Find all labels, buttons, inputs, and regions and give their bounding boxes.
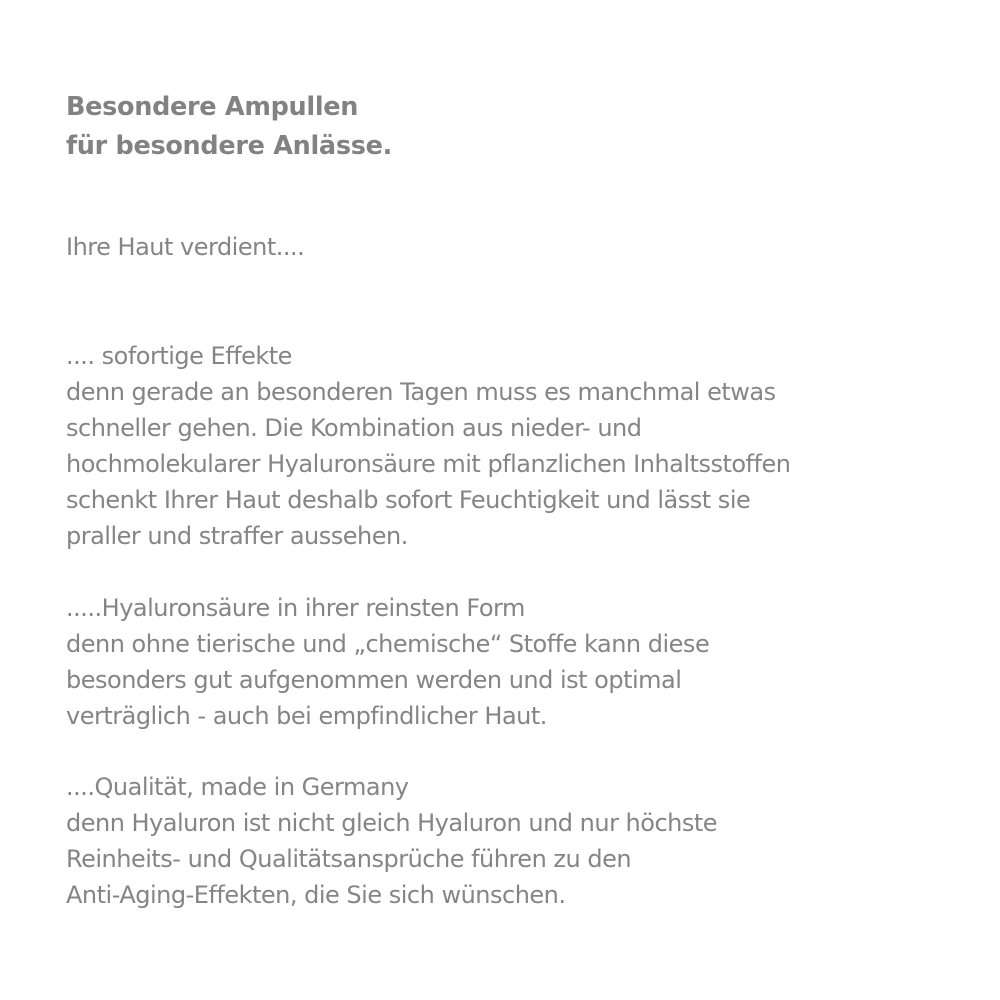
intro-text: Ihre Haut verdient.... [66, 233, 305, 261]
title-line-2: für besondere Anlässe. [66, 131, 392, 161]
section-3-line: Reinheits- und Qualitätsansprüche führen zu den [66, 845, 632, 873]
section-qualitaet [66, 769, 717, 913]
section-2-line: denn ohne tierische und „chemische“ Stoffe kann diese [66, 630, 710, 658]
title-line-1: Besondere Ampullen [66, 92, 359, 122]
intro-paragraph [66, 229, 304, 265]
section-1-line: denn gerade an besonderen Tagen muss es manchmal etwas [66, 378, 776, 406]
section-1-line: schenkt Ihrer Haut deshalb sofort Feuchtigkeit und lässt sie [66, 486, 751, 514]
section-1-line: hochmolekularer Hyaluronsäure mit pflanzlichen Inhaltsstoffen [66, 450, 791, 478]
section-1-line: praller und straffer aussehen. [66, 522, 408, 550]
section-2-line: besonders gut aufgenommen werden und ist optimal [66, 666, 682, 694]
section-3-subheading: ....Qualität, made in Germany [66, 773, 409, 801]
document-page [66, 88, 966, 909]
section-2-subheading: .....Hyaluronsäure in ihrer reinsten Form [66, 594, 525, 622]
section-1-line: schneller gehen. Die Kombination aus nieder- und [66, 414, 642, 442]
page-title [66, 88, 966, 166]
section-3-line: denn Hyaluron ist nicht gleich Hyaluron und nur höchste [66, 809, 718, 837]
section-hyaluronsaeure [66, 590, 709, 734]
section-3-line: Anti-Aging-Effekten, die Sie sich wünschen. [66, 881, 566, 909]
section-1-subheading: .... sofortige Effekte [66, 342, 292, 370]
section-2-line: verträglich - auch bei empfindlicher Haut. [66, 702, 547, 730]
section-sofortige-effekte [66, 338, 790, 554]
